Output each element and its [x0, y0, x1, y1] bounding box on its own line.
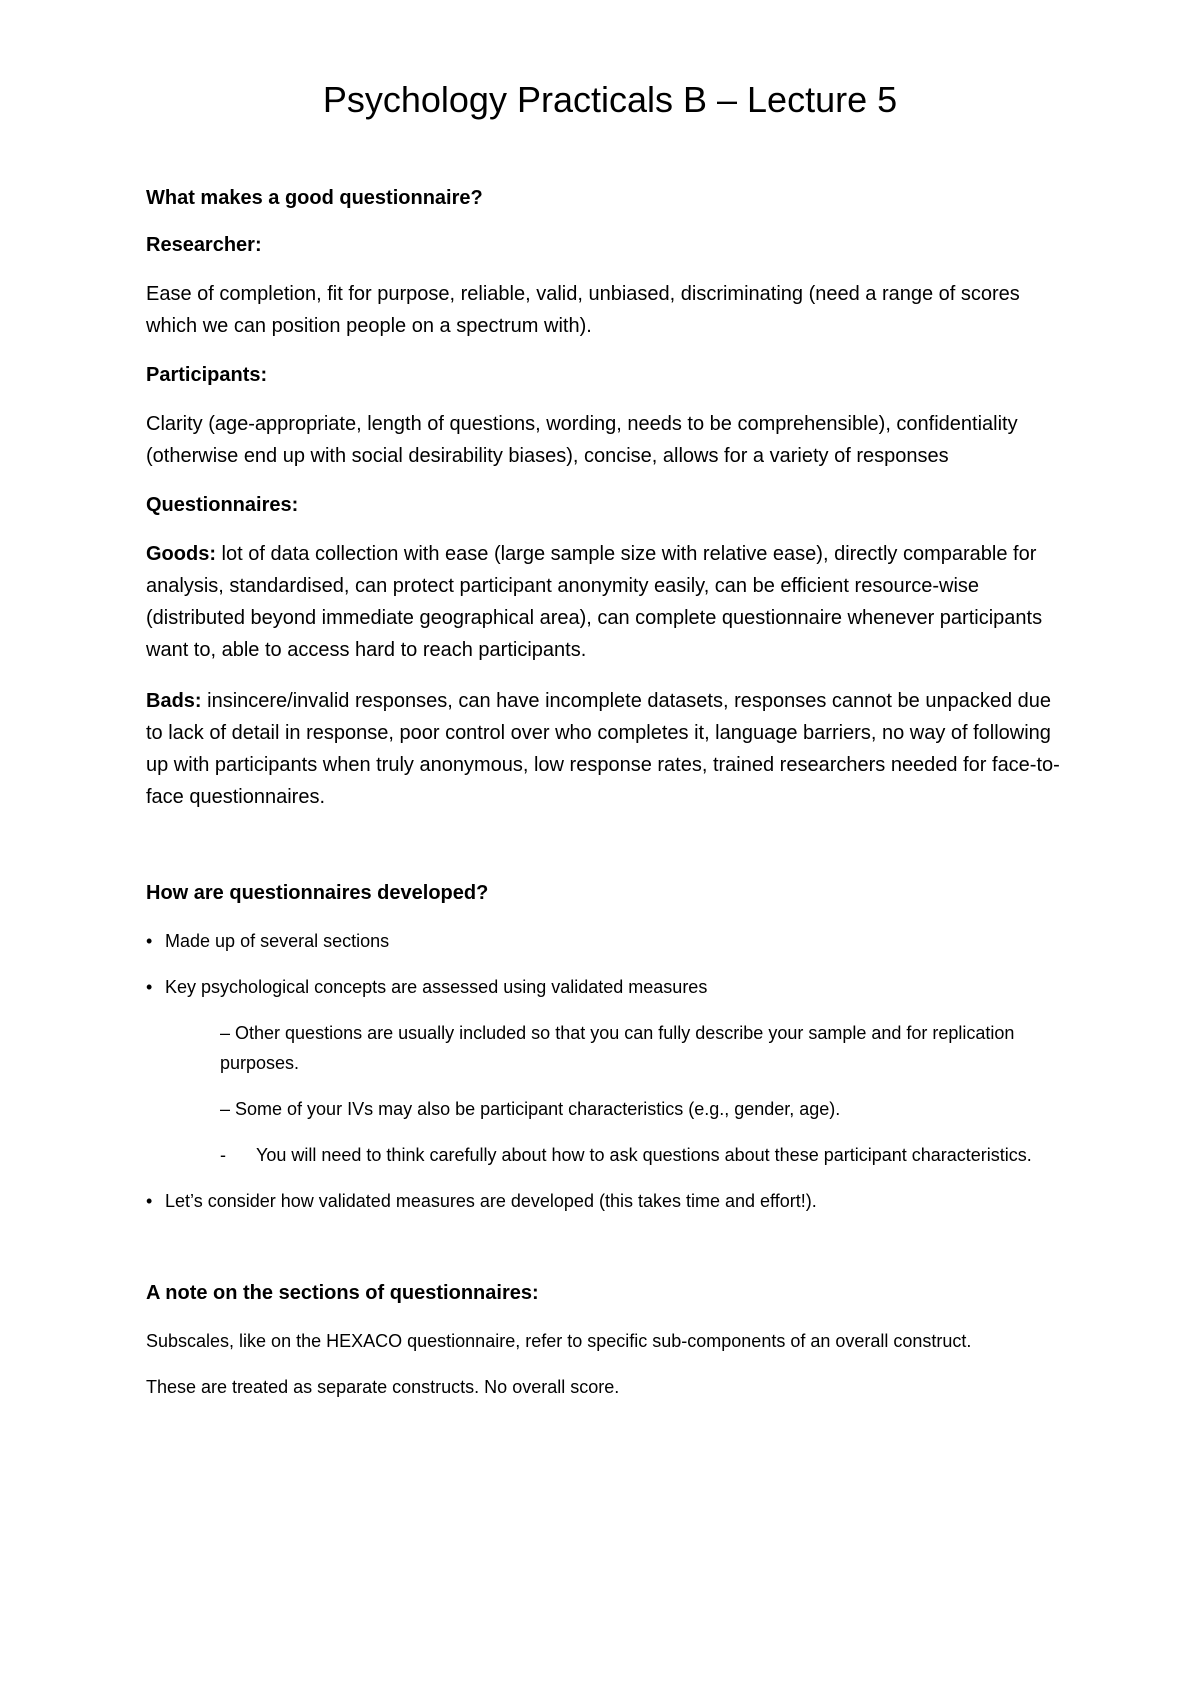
bullet-icon: •: [146, 931, 153, 951]
note-paragraph: These are treated as separate constructs. No overall score.: [146, 1377, 620, 1397]
page-title: Psychology Practicals B – Lecture 5: [322, 79, 898, 120]
participants-text: Clarity (age-appropriate, length of questions, wording, needs to be comprehensible), confidentiality (otherwise end up with social desirability biases), concise, allows for a variety of responses: [146, 413, 1018, 467]
section-heading-good-questionnaire: What makes a good questionnaire?: [146, 187, 483, 209]
goods-text: lot of data collection with ease (large sample size with relative ease), directly comparable for analysis, standardised, can protect participant anonymity easily, can be efficient resource-wise (distributed beyond immediate geographical area), can complete questionnaire whenever participants want to, able to access hard to reach participants.: [146, 543, 1043, 661]
section-spacer: [146, 832, 1070, 879]
participants-heading: Participants:: [146, 364, 268, 386]
hyphen-marker: -: [220, 1145, 226, 1165]
sub-item: – Some of your IVs may also be participant characteristics (e.g., gender, age).: [220, 1099, 841, 1119]
note-paragraph: Subscales, like on the HEXACO questionnaire, refer to specific sub-components of an overall construct.: [146, 1331, 972, 1351]
sub-item: – Other questions are usually included so that you can fully describe your sample and for replication purposes.: [220, 1023, 1015, 1073]
bullet-item: [146, 1186, 1070, 1216]
goods-label: Goods:: [146, 543, 216, 565]
bads-paragraph: [146, 685, 1070, 813]
bads-text: insincere/invalid responses, can have incomplete datasets, responses cannot be unpacked due to lack of detail in response, poor control over who completes it, language barriers, no way of following up with participants when truly anonymous, low response rates, trained researchers needed for face-to-face questionnaires.: [146, 690, 1060, 808]
section-spacer: [146, 1232, 1070, 1279]
researcher-heading: Researcher:: [146, 234, 262, 256]
researcher-text: Ease of completion, fit for purpose, reliable, valid, unbiased, discriminating (need a range of scores which we can position people on a spectrum with).: [146, 283, 1020, 337]
bullet-text: Let’s consider how validated measures are developed (this takes time and effort!).: [165, 1191, 817, 1211]
bullet-text: Made up of several sections: [165, 931, 390, 951]
bads-label: Bads:: [146, 690, 202, 712]
bullet-icon: •: [146, 1191, 153, 1211]
bullet-text: Key psychological concepts are assessed using validated measures: [165, 977, 708, 997]
bullet-item: [146, 972, 1070, 1002]
questionnaires-heading: Questionnaires:: [146, 494, 299, 516]
bullet-icon: •: [146, 977, 153, 997]
sub-item: [220, 1140, 1070, 1170]
goods-paragraph: [146, 538, 1070, 666]
bullet-item: [146, 926, 1070, 956]
sub-item-text: You will need to think carefully about how to ask questions about these participant characteristics.: [256, 1145, 1032, 1165]
section-heading-development: How are questionnaires developed?: [146, 882, 489, 904]
section-heading-note: A note on the sections of questionnaires:: [146, 1282, 539, 1304]
